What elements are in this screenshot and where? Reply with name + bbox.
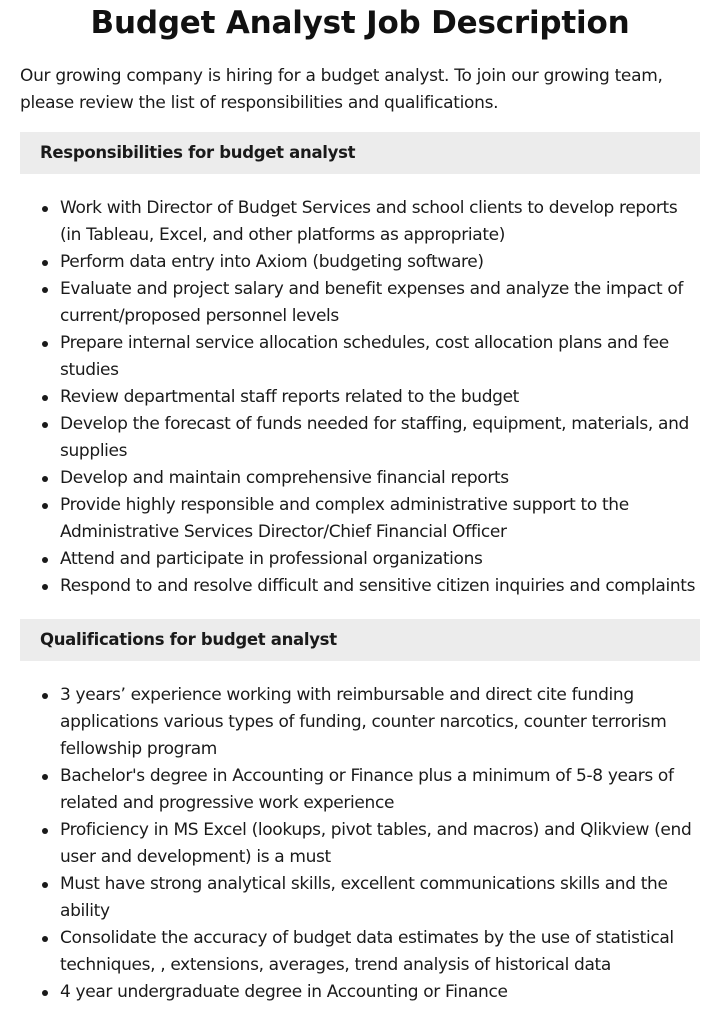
list-item: Consolidate the accuracy of budget data estimates by the use of statistical techniques, , extensions, averages, trend analysis of historical data [60, 925, 700, 979]
list-item: Proficiency in MS Excel (lookups, pivot tables, and macros) and Qlikview (end user and development) is a must [60, 817, 700, 871]
list-item: Respond to and resolve difficult and sensitive citizen inquiries and complaints [60, 573, 700, 600]
list-item: Must have strong analytical skills, excellent communications skills and the ability [60, 871, 700, 925]
list-item: Prepare internal service allocation schedules, cost allocation plans and fee studies [60, 330, 700, 384]
list-item: Bachelor's degree in Accounting or Finance plus a minimum of 5-8 years of related and progressive work experience [60, 763, 700, 817]
list-item: Develop and maintain comprehensive financial reports [60, 465, 700, 492]
list-item: Attend and participate in professional organizations [60, 546, 700, 573]
list-item: Review departmental staff reports related to the budget [60, 384, 700, 411]
page-title: Budget Analyst Job Description [90, 5, 630, 41]
list-item: Work with Director of Budget Services and school clients to develop reports (in Tableau, Excel, and other platforms as appropriate) [60, 195, 700, 249]
list-item: 3 years’ experience working with reimbursable and direct cite funding applications various types of funding, counter narcotics, counter terrorism fellowship program [60, 682, 700, 763]
responsibilities-heading: Responsibilities for budget analyst [20, 132, 700, 174]
responsibilities-list [20, 195, 700, 600]
list-item: Evaluate and project salary and benefit expenses and analyze the impact of current/proposed personnel levels [60, 276, 700, 330]
list-item: Provide highly responsible and complex administrative support to the Administrative Services Director/Chief Financial Officer [60, 492, 700, 546]
list-item: 4 year undergraduate degree in Accounting or Finance [60, 979, 700, 1006]
list-item: Develop the forecast of funds needed for staffing, equipment, materials, and supplies [60, 411, 700, 465]
intro-paragraph: Our growing company is hiring for a budget analyst. To join our growing team, please review the list of responsibilities and qualifications. [20, 66, 663, 113]
qualifications-heading: Qualifications for budget analyst [20, 619, 700, 661]
qualifications-list [20, 682, 700, 1006]
list-item: Perform data entry into Axiom (budgeting software) [60, 249, 700, 276]
